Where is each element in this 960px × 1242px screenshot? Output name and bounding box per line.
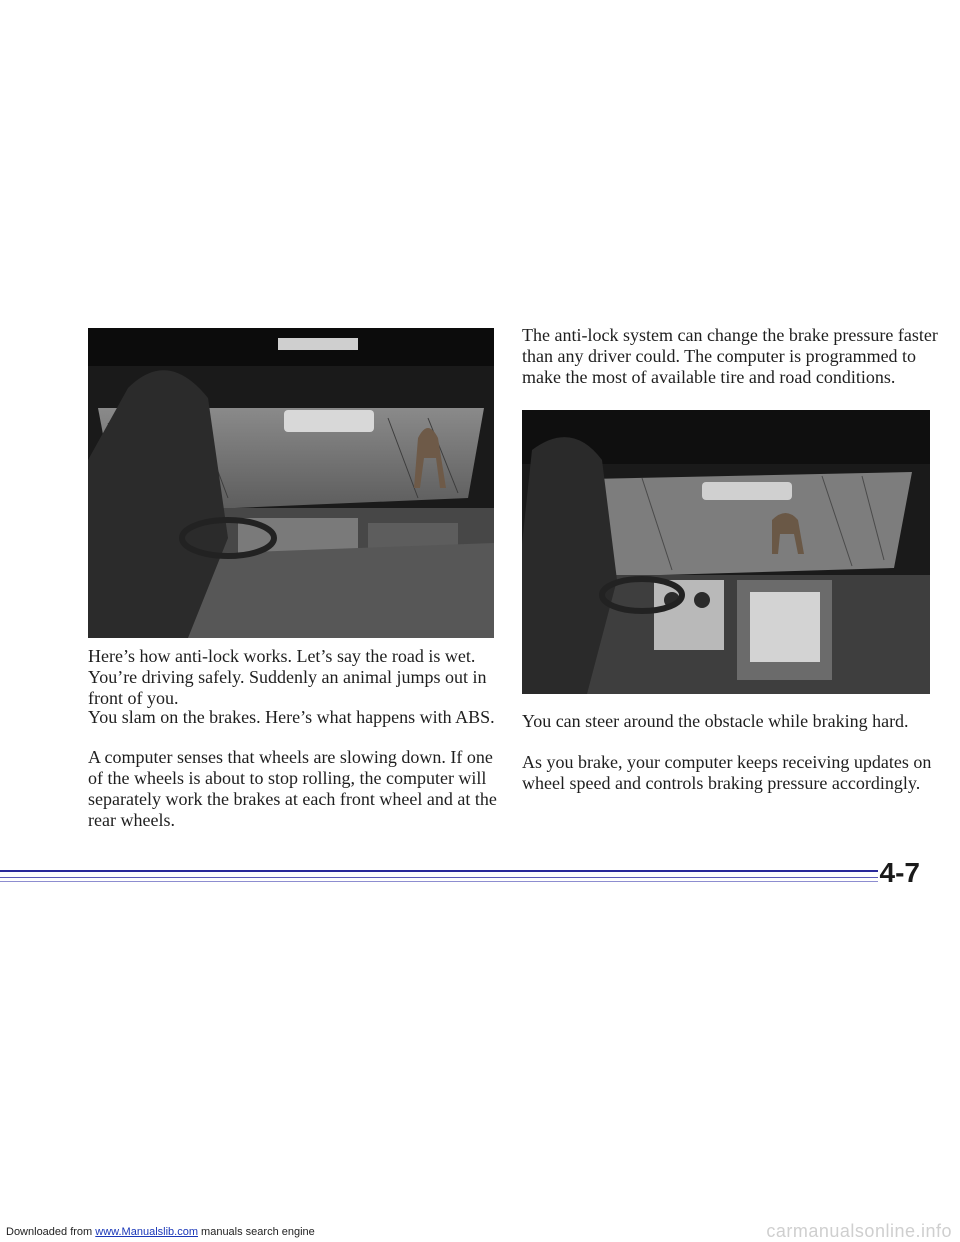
footer-rule-thin-lower <box>0 881 878 882</box>
watermark-text: carmanualsonline.info <box>766 1221 952 1241</box>
windshield-scene-image <box>88 328 494 638</box>
paragraph-antilock-pressure: The anti-lock system can change the brake pressure faster than any driver could. The computer is programmed to make the most of available tire and road conditions. <box>522 325 938 387</box>
manualslib-link[interactable]: www.Manualslib.com <box>95 1226 198 1238</box>
download-footer <box>6 1226 315 1238</box>
paragraph-computer-senses: A computer senses that wheels are slowing down. If one of the wheels is about to stop rolling, the computer will separately work the brakes at each front wheel and at the rear wheels. <box>88 747 497 830</box>
paragraph-slam-brakes: You slam on the brakes. Here’s what happens with ABS. <box>88 707 495 727</box>
illustration-driver-steering <box>522 410 930 694</box>
footer-rule-thin <box>0 877 878 878</box>
footer-rule <box>0 870 878 872</box>
paragraph-brake-updates: As you brake, your computer keeps receiving updates on wheel speed and controls braking pressure accordingly. <box>522 752 932 793</box>
paragraph-intro: Here’s how anti-lock works. Let’s say the road is wet. You’re driving safely. Suddenly an animal jumps out in front of you. <box>88 646 487 708</box>
illustration-driver-animal <box>88 328 494 638</box>
paragraph-steer-around: You can steer around the obstacle while braking hard. <box>522 711 909 731</box>
footer-suffix: manuals search engine <box>197 1226 315 1238</box>
steering-scene-image <box>522 410 930 694</box>
page-number: 4-7 <box>879 857 920 888</box>
footer-prefix: Downloaded from <box>6 1226 96 1238</box>
